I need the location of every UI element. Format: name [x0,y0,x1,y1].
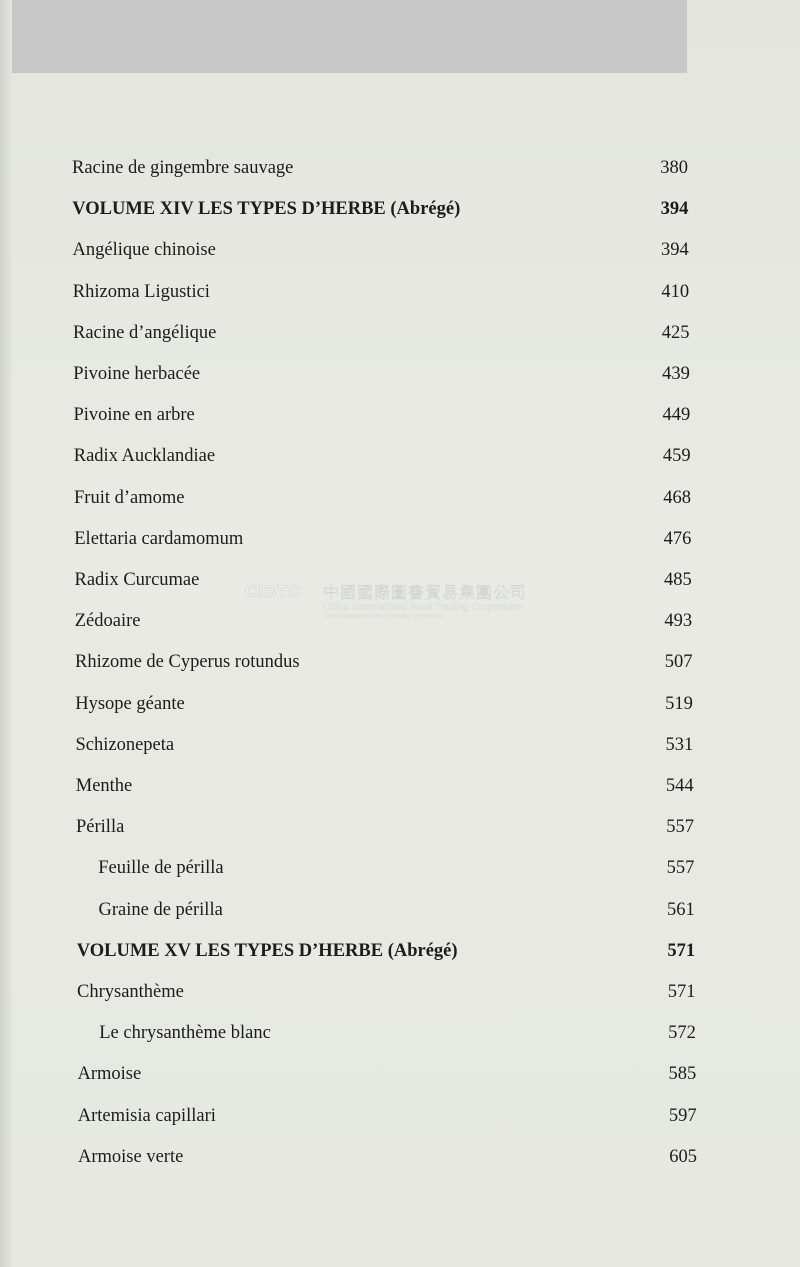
toc-entry [73,277,689,307]
toc-section-heading [77,936,695,966]
toc-entry [73,359,690,389]
watermark-english-name-small: China International Book Trading Corporation [323,614,444,620]
toc-entry [76,771,694,801]
toc-entry-page-number: 439 [662,364,690,384]
toc-entry [73,318,690,348]
toc-entry [74,483,691,513]
toc-entry-page-number: 557 [666,817,694,838]
toc-entry [76,812,694,842]
toc-entry-title: Hysope géante [75,693,185,714]
toc-entry-title: Périlla [76,817,125,838]
toc-entry-title: VOLUME XV LES TYPES D’HERBE (Abrégé) [76,940,458,961]
toc-entry-page-number: 585 [668,1064,697,1085]
toc-entry-page-number: 485 [664,570,692,590]
toc-entry [75,606,692,636]
toc-entry [75,565,692,595]
toc-entry-page-number: 571 [667,982,696,1002]
toc-entry-page-number: 507 [664,652,693,673]
toc-entry-page-number: 605 [669,1146,697,1167]
toc-entry-title: Elettaria cardamomum [74,528,244,549]
toc-entry-title: Artemisia capillari [77,1105,216,1126]
toc-entry-page-number: 380 [660,158,688,178]
toc-entry-title: Graine de périlla [98,899,223,920]
toc-entry-title: Racine d’angélique [73,322,217,343]
watermark-chinese-name: 中國國際圖書貿易集團公司 [323,583,528,602]
toc-entry [75,647,693,677]
toc-entry [74,441,691,471]
toc-entry-title: Pivoine en arbre [73,405,195,426]
toc-entry-title: Zédoaire [74,611,141,632]
toc-entry-title: Armoise [77,1064,142,1085]
toc-entry-title: Menthe [75,776,133,796]
toc-entry-title: Armoise verte [78,1146,184,1167]
toc-entry [78,1142,697,1172]
toc-entry-page-number: 410 [661,281,690,302]
toc-entry-page-number: 561 [667,899,695,920]
watermark-brand: CIBTC [245,582,302,601]
toc-entry [72,153,688,183]
toc-entry-title: Radix Aucklandiae [73,446,216,467]
toc-entry-title: Racine de gingembre sauvage [72,158,294,178]
watermark-english-name: China International Book Trading Corporation [323,602,524,613]
toc-entry-page-number: 531 [665,734,694,755]
toc-section-heading [72,194,688,224]
toc-entry-title: Le chrysanthème blanc [99,1023,271,1044]
toc-entry [78,1101,697,1131]
toc-entry [76,730,694,760]
toc-entry-page-number: 425 [661,322,690,343]
toc-entry-page-number: 394 [660,199,689,220]
toc-entry [74,524,691,554]
toc-entry [74,400,691,430]
toc-subentry [77,895,695,925]
toc-entry-page-number: 557 [666,858,695,879]
toc-entry-page-number: 468 [663,487,691,508]
toc-entry [73,235,689,265]
toc-entry-page-number: 493 [664,611,693,632]
toc-entry-page-number: 572 [668,1023,696,1044]
toc-entry-page-number: 597 [668,1105,697,1126]
toc-subentry [77,1018,696,1048]
toc-entry-page-number: 449 [662,405,691,426]
toc-entry [77,977,696,1007]
toc-entry-title: Schizonepeta [75,734,175,755]
toc-entry-title: Feuille de périlla [98,858,224,879]
toc-entry-title: Pivoine herbacée [73,364,201,384]
toc-entry-page-number: 394 [661,240,689,261]
toc-entry-title: Angélique chinoise [72,240,216,261]
toc-entry-title: Rhizoma Ligustici [72,281,210,302]
toc-subentry [76,853,694,883]
toc-entry-title: Fruit d’amome [74,487,185,508]
toc-entry [75,689,693,719]
toc-entry-page-number: 476 [663,528,692,549]
toc-entry-page-number: 571 [667,940,696,961]
toc-entry [78,1059,697,1089]
toc-entry-title: Rhizome de Cyperus rotundus [75,652,300,673]
toc-entry-title: Radix Curcumae [74,570,200,590]
toc-entry-page-number: 519 [665,693,693,714]
toc-entry-title: Chrysanthème [77,982,184,1002]
toc-entry-page-number: 459 [662,446,691,467]
toc-entry-page-number: 544 [665,776,694,796]
toc-entry-title: VOLUME XIV LES TYPES D’HERBE (Abrégé) [72,199,461,220]
